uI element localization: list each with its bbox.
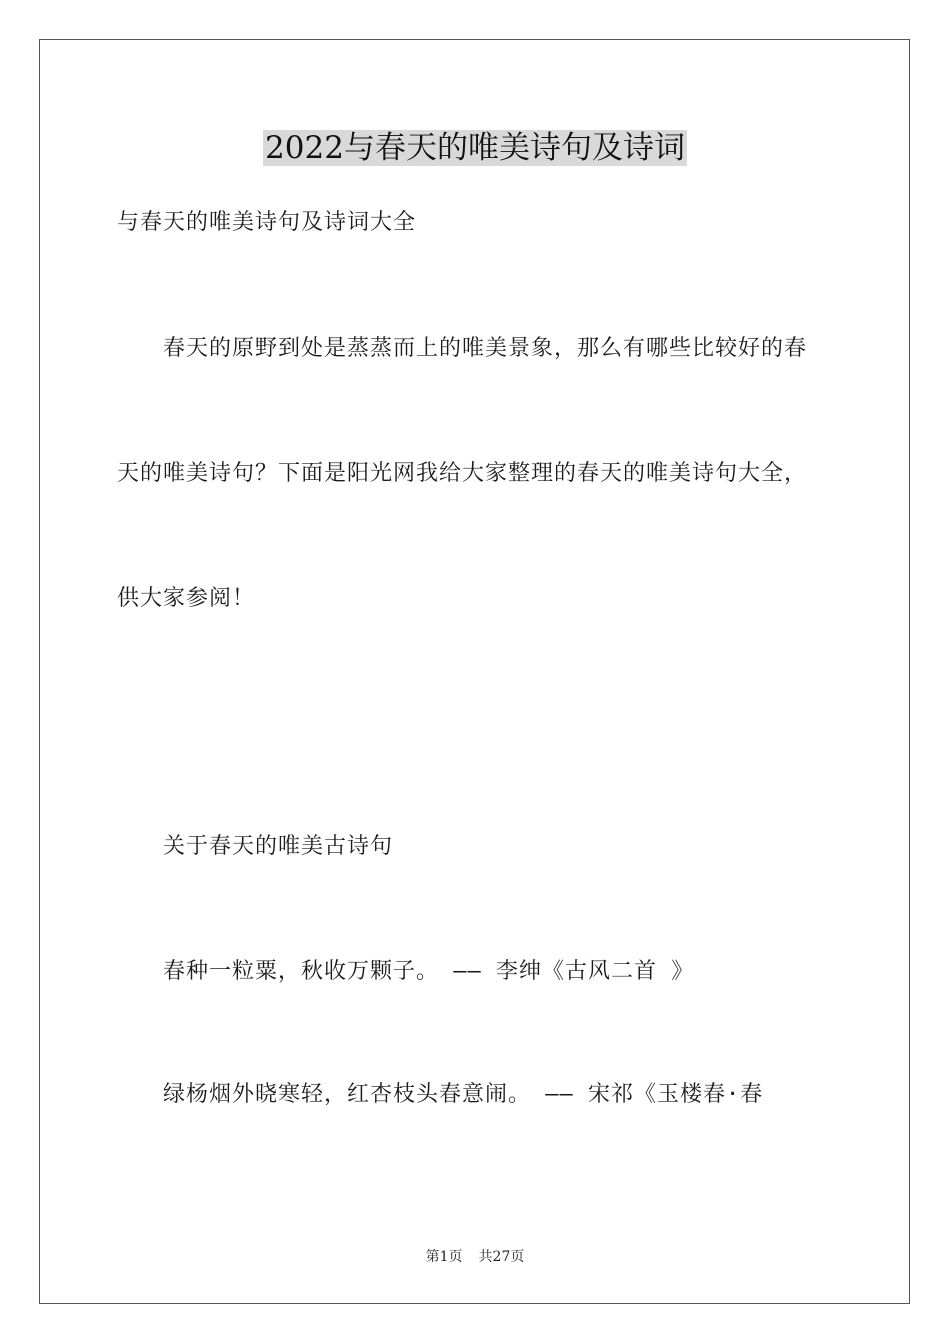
intro-line-1: 春天的原野到处是蒸蒸而上的唯美景象，那么有哪些比较好的春 bbox=[163, 336, 808, 361]
document-subtitle: 与春天的唯美诗句及诗词大全 bbox=[117, 210, 417, 235]
section-heading: 关于春天的唯美古诗句 bbox=[163, 834, 394, 859]
poem-line-1: 春种一粒粟，秋收万颗子。 —— 李绅《古风二首 》 bbox=[163, 959, 695, 984]
document-title-text: 2022与春天的唯美诗句及诗词 bbox=[265, 130, 685, 166]
intro-line-3: 供大家参阅！ bbox=[117, 586, 256, 611]
poem-line-2: 绿杨烟外晓寒轻，红杏枝头春意闹。 —— 宋祁《玉楼春·春 bbox=[163, 1082, 764, 1107]
document-title bbox=[0, 126, 950, 170]
total-pages: 共27页 bbox=[478, 1249, 525, 1265]
intro-line-2: 天的唯美诗句？下面是阳光网我给大家整理的春天的唯美诗句大全， bbox=[117, 461, 808, 486]
page-number: 第1页 bbox=[425, 1249, 463, 1265]
page-footer bbox=[0, 1246, 950, 1266]
